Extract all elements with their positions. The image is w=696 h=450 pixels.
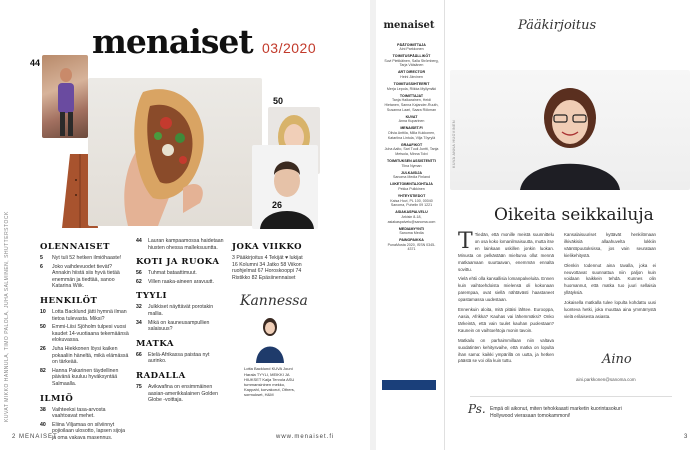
body-paragraph: Vielä ehtii olla kansallisia lomanpalveluita. Ennen kuin vaihtoehdoista mielensä oli kokonaan parempaa, ovat siellä nähtävästi haastaneet opastamassa uudestaan. xyxy=(458,276,554,303)
staff-role: TOIMITUSPÄÄLLIKÖT xyxy=(392,54,431,59)
section-heading-tyyli: TYYLI xyxy=(136,291,167,302)
column-divider xyxy=(444,0,445,450)
staff-role: GRAAFIKOT xyxy=(400,142,423,147)
joka-viikko-list: 3 Pääkirjoitus 4 Tekijät ♥ lukijat 16 Kolumni 34 Jatko 58 Viikon ruohjelmat 67 Horoskooppi 74 Ristikko 82 Epäsiinennaiset xyxy=(232,255,303,281)
body-paragraph: Ennenkuin aloita, mitä pitäisi lähtee. Eurooppa, Aasia, Afrikka? Kauhas vai lähemmäksi? Onko tärkeintä, että vain tuulet kauhan puolestaan? Kaunein on vaihtoehtoja monin tavoin. xyxy=(458,307,554,333)
list-item: 62 Villen raaka-aineen aravuutt. xyxy=(136,278,214,285)
footer-left: 2 MENAISET xyxy=(12,434,58,440)
list-item: 66 Etelä-Afrikassa paistaa nyt aurinko. xyxy=(136,351,210,365)
staff-names: Merja Lepola, Riikka Myllymäki xyxy=(386,86,437,91)
section-heading: HENKILÖT xyxy=(40,295,98,306)
staff-names: Tanja Haikarainen, Heidi Hietanen, Sanna Kajander-Ruuth, Susanna Laari, Saara Rökman xyxy=(384,98,439,112)
staff-role: LIIKETOIMINTAJOHTAJA xyxy=(390,182,433,187)
staff-role: PAINOPAIKKA xyxy=(399,238,424,243)
list-item: 44 Lauran kampaamossa haidetaan hiusten ohessa malleksuuntta. xyxy=(136,238,224,251)
staff-role: TOIMITUSSIHTEERIT xyxy=(393,82,430,87)
section-heading-joka-viikko: JOKA VIIKKO xyxy=(232,242,303,252)
body-column-2 xyxy=(564,232,656,321)
walking-figure-illustration xyxy=(42,55,88,138)
pita-sandwich-illustration xyxy=(88,78,262,226)
staff-role: KUVAT xyxy=(405,114,418,119)
list-item: 5 Nyt tuli 52 hetken ilmiöhaaste! xyxy=(40,255,122,261)
list-item: 75 Avikwafina on ensimmäinen aasian-amerikkalainen Golden Globe -voittaja. xyxy=(136,383,219,404)
body-paragraph: Tiedän, että monille meistä suunnittelu on osa koko lomanilmaisuutta, mutta itse en lainkaan uskillen jonkin luokan. Minusta on pelkästään mielturva ollut mennä matkaamaan suurtaavan, enemmän ennalta sovittu. xyxy=(458,232,555,272)
photo-credits-vertical: KUVAT MIKKO HANNULA, TIMO PALOLA, JUHA SALMINEN, SHUTTERSTOCK xyxy=(4,211,10,422)
list-item: 26 Juha Hiekkonen löysi kaiken pokaaliin häneltä, mikä elämässä on tärkeää. xyxy=(40,345,129,366)
editor-portrait xyxy=(450,70,690,190)
headline: Oikeita seikkailuja xyxy=(494,205,654,225)
list-item: 10 Lotta Backlund jätti hymnä ilman tietoa tulevasta. Miksi? xyxy=(40,308,127,322)
staff-role: TOIMITUKSEN ASSISTENTTI xyxy=(387,158,436,163)
body-paragraph: Olenkin todennut aina tavalla, joka ei neuvottavat suunnattua niin paljon kuin voidaan kaikkein tehdä. Kunnes olin huomannut, että matka tuo juuri sellaisia yllätyksiä. xyxy=(564,262,656,296)
staff-names: Anna Kuparinen xyxy=(398,119,425,124)
ps-label: Ps. xyxy=(468,402,486,416)
editor-email: aini.parkkonen@sanoma.com xyxy=(576,377,636,382)
cover-thumbnail xyxy=(252,313,288,363)
list-item: 32 Julkkiset näyttävät porotakin mallia. xyxy=(136,304,214,317)
staff-role: MENAISET.FI xyxy=(400,126,423,131)
paakirjoitus-heading: Pääkirjoitus xyxy=(518,18,597,33)
staff-role: TOIMITTAJAT xyxy=(399,93,424,98)
section-olennaiset xyxy=(40,242,130,290)
photo-number-26: 26 xyxy=(272,200,283,210)
list-item: 50 Emmi-Liisi Sjöholm tulpesi vuosi kaudet 14-vuotiaana tekemäänsä elokuvassa. xyxy=(40,324,129,344)
staff-names: Suvi Pietikäinen, Salla Strömberg, Tarja Väisänen xyxy=(384,58,439,68)
ps-text: Empä oli aikonut, miten tehokkaasti marketin kuorintasokuri Hollywood vierasaan tomokammoni! xyxy=(490,406,622,419)
section-heading: ILMIÖ xyxy=(40,393,74,404)
staff-names: Juha Aalto, Sari Tuuli Juntti, Tanja Metsola, Minna Tolvi xyxy=(384,147,439,156)
body-paragraph: Matkailu on parhaimmillaan niin valtava suodatinten kehitysvaihe, että matka on lopulta ihan sama: kaikki ympärillä on uutta, ja hetken päästä se voi olla kuin tuttu. xyxy=(458,337,554,364)
section-heading-koti-ja-ruoka: KOTI JA RUOKA xyxy=(136,257,220,268)
list-item: 6 Joko vaihdevuodet tievät? Annakin hiistä siis hyvä tietää enemmän ja tiedtää, sanoo Katarina Wiik. xyxy=(40,263,120,290)
list-item: 82 Hanna Pakarinen täydellinen päivänä kuuluu hyväksyntää Salmaalla. xyxy=(40,367,119,387)
staff-names: Pekka Pulkkinen xyxy=(398,186,425,191)
staff-names: Sanoma Media Finland xyxy=(393,175,430,180)
photo-credit: KUVA ANNA HUOVINEN xyxy=(452,120,456,168)
footer-page-number: 3 xyxy=(684,434,689,440)
photo-woman-walking xyxy=(42,55,88,138)
list-item: 56 Tuhmat bataattimuut. xyxy=(136,270,197,277)
body-paragraph: Jokaisella matkalla tulee lopulta kohdattu uusi luonteva hetki, joka muuttaa aina ymmärrystä vielä erilaisesta asiasta. xyxy=(564,300,656,319)
section-henkilot xyxy=(40,296,130,388)
staff-masthead: menaiset xyxy=(383,20,435,31)
contents-column-2 xyxy=(136,238,226,406)
section-heading-radalla: RADALLA xyxy=(136,370,186,381)
staff-names: Aini Parkkonen xyxy=(399,47,424,52)
list-item: 40 Eliina Viljamaa on silviinnyt pojioilaan ulosotto, lapsen sijoja ja oma vakava masennus. xyxy=(40,421,125,441)
photo-number-44: 44 xyxy=(30,58,41,68)
staff-role: ASIAKASPALVELU xyxy=(395,210,428,215)
staff-names: Kaisa Hovi, PL 100, 00040 Sanoma, Puhelin 09 1221 xyxy=(390,198,433,208)
right-page xyxy=(376,0,696,450)
staff-names: Tiina Nyman xyxy=(401,163,422,168)
section-heading-matka: MATKA xyxy=(136,338,175,349)
photo-number-50: 50 xyxy=(273,96,284,106)
body-column-1: T Tiedän, että monille meistä suunnittelu on osa koko lomanilmaisuutta, mutta itse en lainkaan uskillen jonkin luokan. Minusta on pelkästään mielturva ollut mennä matkaamaan suurtaavan, enemmän ennalta sovittu. Vielä ehtii olla kansallisia lomanpalveluita. Ennen kuin vaihtoehdoista mielensä oli kokonaan parempaa, ovat siellä nähtävästi haastaneet opastamassa uudestaan. Ennenkuin aloita, mitä pitäisi lähtee. Eurooppa, Aasia, Afrikka? Kauhas vai lähemmäksi? Onko tärkeintä, että vain tuulet kauhan puolestaan? Kaunein on vaihtoehtoja monin tavoin. Matkailu on parhaimmillaan niin valtava suodatinten kehitysvaihe, että matka on lopulta ihan sama: kaikki ympärillä on uutta, ja hetken päästä se voi olla kuin tuttu. xyxy=(458,229,555,364)
photo-man xyxy=(252,145,318,229)
signature: Aino xyxy=(602,352,632,367)
masthead: menaiset xyxy=(92,22,253,61)
issue-number: 03/2020 xyxy=(262,40,317,56)
contents-column-1 xyxy=(40,236,130,443)
staff-names: Arkisin 8-18, asiakaspalvelu@sanoma.com xyxy=(387,214,436,224)
staff-box xyxy=(384,40,439,252)
portrait-man-illustration xyxy=(252,145,318,229)
cover-caption: Lotta Backlund KUVA Jouni Harala TYYLI, MEIKKI JA HIUKSET Kaija Tervola ASU tummansininen mekko, Kappahl, korvakorut, Others, sormukset, H&M xyxy=(244,366,295,398)
staff-names: Heini Järvinen xyxy=(400,75,423,80)
staff-names: PunaMusta 2020, ISSN 0345-4371 xyxy=(387,242,436,252)
staff-names: Olivia Anttila, Milla Kukkonen, Katariina Lintula, Vilja Töyrylä xyxy=(387,131,436,140)
staff-role: MEDIAMYYNTI xyxy=(398,226,425,231)
divider xyxy=(470,396,672,397)
footer-url: www.menaiset.fi xyxy=(276,434,335,440)
section-heading: OLENNAISET xyxy=(40,242,110,252)
sustainability-badge xyxy=(382,380,436,390)
staff-names: Sanoma Media xyxy=(399,231,424,236)
staff-role: JULKAISIJA xyxy=(401,170,422,175)
staff-role: ART DIRECTOR xyxy=(397,70,426,75)
contents-column-3 xyxy=(232,236,308,398)
editor-illustration xyxy=(450,70,690,190)
staff-role: PÄÄTOIMITTAJA xyxy=(397,42,426,47)
kannessa-heading: Kannessa xyxy=(240,293,308,310)
list-item: 34 Mikä on kauneusampullien salaisuus? xyxy=(136,319,210,333)
photo-pita-hand xyxy=(88,78,262,226)
list-item: 38 Vaihteeksi tasa-arvosta vaahtoavat mehet. xyxy=(40,406,106,420)
body-paragraph: Kansalaisuuriset kyttävät henkilömaan ilkiväkisiä allaahuvelta lokkiin vääntöpuutoksissa, jos vain seurataan kielikehitystä. xyxy=(564,232,656,258)
staff-role: YHTEYSTIEDOT xyxy=(397,194,426,199)
cover-woman-illustration xyxy=(252,313,288,363)
